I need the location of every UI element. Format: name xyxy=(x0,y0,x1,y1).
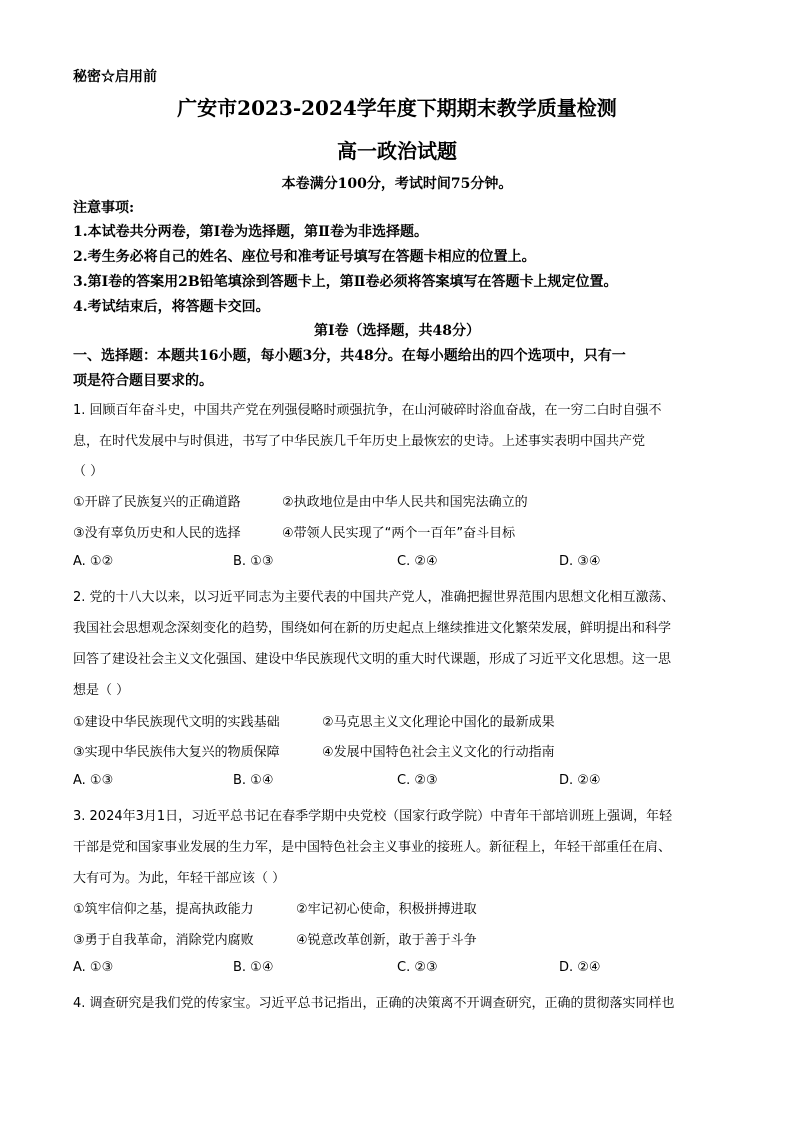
choice-c: C. ②④ xyxy=(397,554,438,569)
notice-item: 1.本试卷共分两卷，第Ⅰ卷为选择题，第Ⅱ卷为非选择题。 xyxy=(73,224,428,240)
choice-a: A. ①③ xyxy=(73,960,114,975)
statement: ③没有辜负历史和人民的选择 xyxy=(73,526,241,541)
exam-subtitle: 高一政治试题 xyxy=(337,139,457,163)
choice-d: D. ②④ xyxy=(559,773,601,788)
choice-a: A. ①③ xyxy=(73,773,114,788)
notice-heading: 注意事项: xyxy=(73,200,135,216)
choice-d: D. ③④ xyxy=(559,554,601,569)
notice-item: 4.考试结束后，将答题卡交回。 xyxy=(73,299,270,315)
notice-item: 3.第Ⅰ卷的答案用2B铅笔填涂到答题卡上，第Ⅱ卷必须将答案填写在答题卡上规定位置。 xyxy=(73,274,618,290)
choice-c: C. ②③ xyxy=(397,773,438,788)
exam-info: 本卷满分100分，考试时间75分钟。 xyxy=(281,176,513,192)
statement: ①筑牢信仰之基，提高执政能力 xyxy=(73,902,254,917)
question-stem: 2. 党的十八大以来，以习近平同志为主要代表的中国共产党人，准确把握世界范围内思想文化相互激荡、 xyxy=(73,590,675,605)
choice-b: B. ①④ xyxy=(233,960,274,975)
statement: ①开辟了民族复兴的正确道路 xyxy=(73,495,241,510)
statement: ②牢记初心使命，积极拼搏进取 xyxy=(296,902,477,917)
statement: ①建设中华民族现代文明的实践基础 xyxy=(73,715,280,730)
section-instruction: 项是符合题目要求的。 xyxy=(73,373,213,389)
question-stem: 3. 2024年3月1日，习近平总书记在春季学期中央党校（国家行政学院）中青年干部培训班上强调，年轻 xyxy=(73,809,673,824)
statement: ④发展中国特色社会主义文化的行动指南 xyxy=(322,745,555,760)
choice-b: B. ①④ xyxy=(233,773,274,788)
question-stem: 回答了建设社会主义文化强国、建设中华民族现代文明的重大时代课题，形成了习近平文化思想。这一思 xyxy=(73,652,672,667)
question-stem: （ ） xyxy=(73,464,104,479)
question-stem: 1. 回顾百年奋斗史，中国共产党在列强侵略时顽强抗争，在山河破碎时浴血奋战，在一穷二白时自强不 xyxy=(73,403,662,418)
choice-c: C. ②③ xyxy=(397,960,438,975)
question-stem: 息，在时代发展中与时俱进，书写了中华民族几千年历史上最恢宏的史诗。上述事实表明中国共产党 xyxy=(73,434,646,449)
secret-label: 秘密☆启用前 xyxy=(73,69,157,85)
question-stem: 干部是党和国家事业发展的生力军，是中国特色社会主义事业的接班人。新征程上，年轻干部重任在肩、 xyxy=(73,840,672,855)
question-stem: 我国社会思想观念深刻变化的趋势，围绕如何在新的历史起点上继续推进文化繁荣发展，鲜明提出和科学 xyxy=(73,621,672,636)
section-title: 第Ⅰ卷（选择题，共48分） xyxy=(313,323,481,339)
statement: ②马克思主义文化理论中国化的最新成果 xyxy=(322,715,555,730)
choice-a: A. ①② xyxy=(73,554,114,569)
statement: ②执政地位是由中华人民共和国宪法确立的 xyxy=(282,495,528,510)
statement: ③实现中华民族伟大复兴的物质保障 xyxy=(73,745,280,760)
choice-d: D. ②④ xyxy=(559,960,601,975)
question-stem: 想是（ ） xyxy=(73,683,130,698)
choice-b: B. ①③ xyxy=(233,554,274,569)
section-instruction: 一、选择题：本题共16小题，每小题3分，共48分。在每小题给出的四个选项中，只有一 xyxy=(73,348,626,364)
statement: ④带领人民实现了“两个一百年”奋斗目标 xyxy=(282,526,516,541)
question-stem: 大有可为。为此，年轻干部应该（ ） xyxy=(73,871,286,886)
notice-item: 2.考生务必将自己的姓名、座位号和准考证号填写在答题卡相应的位置上。 xyxy=(73,249,536,265)
question-stem: 4. 调查研究是我们党的传家宝。习近平总书记指出，正确的决策离不开调查研究，正确的贯彻落实同样也 xyxy=(73,996,675,1011)
statement: ③勇于自我革命，消除党内腐败 xyxy=(73,933,254,948)
exam-title: 广安市2023-2024学年度下期期末教学质量检测 xyxy=(177,96,617,120)
statement: ④锐意改革创新，敢于善于斗争 xyxy=(296,933,477,948)
